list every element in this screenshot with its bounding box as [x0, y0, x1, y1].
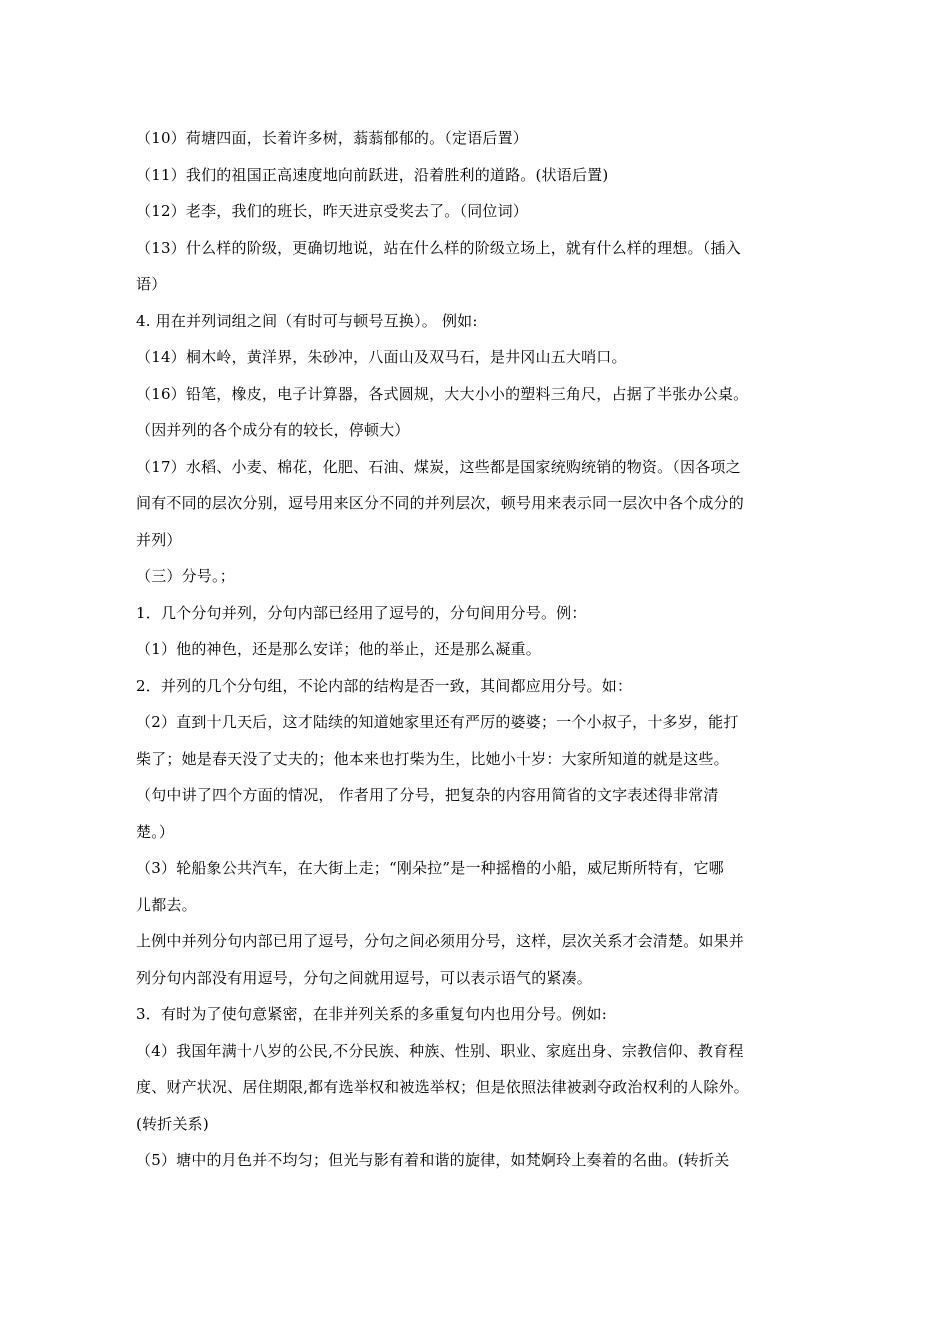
section-heading: （三）分号。；	[136, 567, 235, 585]
text-line: （14）桐木岭，黄洋界，朱砂冲，八面山及双马石，是井冈山五大哨口。	[136, 348, 627, 366]
text-line: 度、财产状况、居住期限,都有选举权和被选举权；但是依照法律被剥夺政治权利的人除外。	[136, 1078, 749, 1096]
text-line: 4. 用在并列词组之间（有时可与顿号互换）。 例如:	[136, 311, 478, 330]
document-body	[136, 120, 826, 1179]
text-line: （5）塘中的月色并不均匀；但光与影有着和谐的旋律，如梵婀玲上奏着的名曲。(转折关	[136, 1151, 730, 1169]
text-line: 上例中并列分句内部已用了逗号，分句之间必须用分号，这样，层次关系才会清楚。如果并	[136, 932, 745, 950]
text-line: 并列）	[136, 530, 182, 549]
text-line: （2）直到十几天后，这才陆续的知道她家里还有严厉的婆婆；一个小叔子，十多岁，能打	[136, 713, 739, 731]
text-line: 儿都去。	[136, 895, 197, 914]
text-line: （因并列的各个成分有的较长，停顿大）	[136, 421, 410, 439]
text-line: 3．有时为了使句意紧密，在非并列关系的多重复句内也用分号。例如:	[136, 1005, 608, 1023]
text-line: （1）他的神色，还是那么安详；他的举止，还是那么凝重。	[136, 640, 541, 658]
text-line: (转折关系)	[136, 1114, 209, 1133]
text-line: （10）荷塘四面，长着许多树，蓊蓊郁郁的。（定语后置）	[136, 129, 528, 147]
text-line: 1．几个分句并列，分句内部已经用了逗号的，分句间用分号。例：	[136, 603, 587, 622]
text-line: 列分句内部没有用逗号，分句之间就用逗号，可以表示语气的紧凑。	[136, 968, 593, 987]
text-line: 2．并列的几个分句组，不论内部的结构是否一致，其间都应用分号。如：	[136, 676, 633, 695]
text-line: （11）我们的祖国正高速度地向前跃进，沿着胜利的道路。(状语后置)	[136, 165, 609, 184]
text-line: （17）水稻、小麦、棉花，化肥、石油、煤炭，这些都是国家统购统销的物资。（因各项之	[136, 457, 741, 476]
text-line: （句中讲了四个方面的情况， 作者用了分号，把复杂的内容用简省的文字表述得非常清	[136, 786, 719, 804]
text-line: 语）	[136, 275, 167, 293]
text-line: 柴了；她是春天没了丈夫的；他本来也打柴为生，比她小十岁：大家所知道的就是这些。	[136, 749, 729, 768]
text-line: （12）老李，我们的班长，昨天进京受奖去了。（同位词）	[136, 202, 528, 220]
text-line: （3）轮船象公共汽车，在大街上走；“刚朵拉”是一种摇橹的小船，威尼斯所特有，它哪	[136, 859, 724, 877]
text-line: （16）铅笔，橡皮，电子计算器，各式圆规，大大小小的塑料三角尺，占据了半张办公桌。	[136, 384, 749, 403]
text-line: 间有不同的层次分别，逗号用来区分不同的并列层次，顿号用来表示同一层次中各个成分的	[136, 494, 745, 512]
text-line: 楚。）	[136, 822, 175, 841]
text-line: （4）我国年满十八岁的公民,不分民族、种族、性别、职业、家庭出身、宗教信仰、教育程	[136, 1041, 744, 1060]
text-line: （13）什么样的阶级，更确切地说，站在什么样的阶级立场上，就有什么样的理想。（插入	[136, 238, 741, 257]
